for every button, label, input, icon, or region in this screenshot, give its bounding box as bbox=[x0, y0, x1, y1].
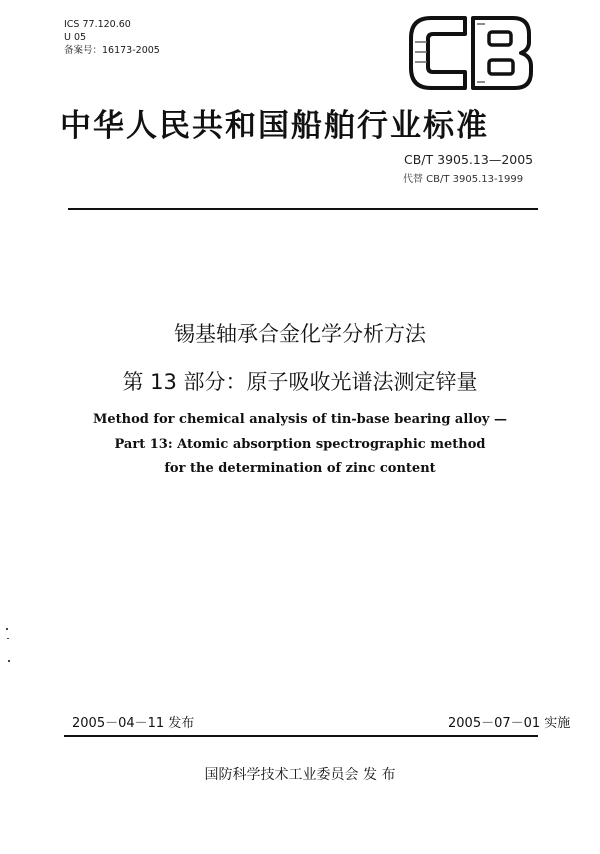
ics-code: ICS 77.120.60 bbox=[64, 19, 131, 30]
cb-logo bbox=[405, 12, 537, 94]
chinese-title-line-2: 第 13 部分：原子吸收光谱法测定锌量 bbox=[122, 370, 478, 394]
cb-logo-letter-c bbox=[411, 18, 465, 88]
scan-speck bbox=[7, 638, 9, 639]
filing-number: 备案号：16173-2005 bbox=[64, 45, 160, 56]
english-title-line-1: Method for chemical analysis of tin-base bearing alloy — bbox=[93, 412, 507, 427]
english-title-line-2: Part 13: Atomic absorption spectrographic method bbox=[114, 437, 486, 452]
scan-speck bbox=[8, 660, 10, 662]
standard-code: CB/T 3905.13—2005 bbox=[404, 152, 534, 167]
replaced-standard: 代替 CB/T 3905.13-1999 bbox=[403, 174, 524, 185]
issue-date: 2005－04－11 发布 bbox=[72, 716, 195, 731]
scan-speck bbox=[6, 628, 8, 630]
english-title-line-3: for the determination of zinc content bbox=[164, 461, 436, 476]
header-meta bbox=[64, 18, 160, 57]
implementation-date: 2005－07－01 实施 bbox=[448, 716, 571, 731]
organization-title: 中华人民共和国船舶行业标准 bbox=[60, 108, 489, 144]
cb-logo-letter-b bbox=[473, 18, 531, 88]
publisher: 国防科学技术工业委员会 发 布 bbox=[204, 767, 396, 783]
chinese-title-line-1: 锡基轴承合金化学分析方法 bbox=[174, 322, 426, 346]
footer-divider bbox=[64, 735, 538, 737]
classification-code: U 05 bbox=[64, 32, 87, 43]
header-divider bbox=[68, 208, 538, 210]
